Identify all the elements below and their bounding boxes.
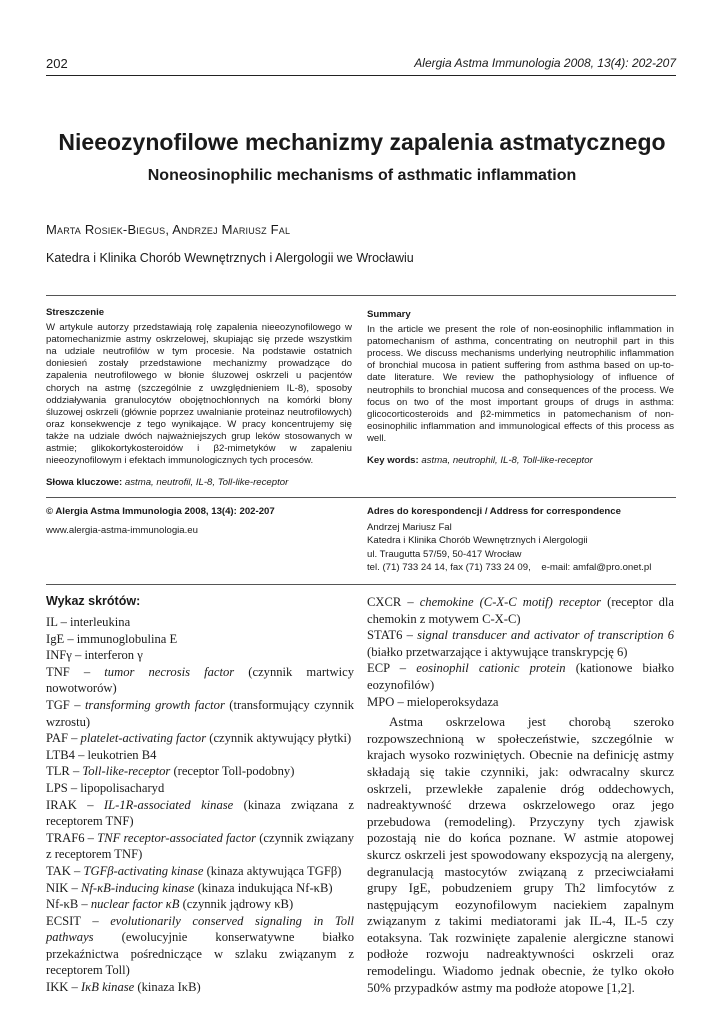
correspondence-block — [367, 505, 677, 574]
abbreviation-term: TLR — [46, 764, 70, 779]
abbreviation-entry: ECSIT – evolutionarily conserved signaling in Toll pathways (ewolucyjnie konserwatywne białko przekaźnictwa pośredniczące w szlaku związanym z receptorem Toll) — [46, 913, 354, 978]
abbreviation-description: (kinaza aktywująca TGFβ) — [206, 863, 342, 878]
abbreviation-entry: PAF – platelet-activating factor (czynnik aktywujący płytki) — [46, 731, 352, 746]
abbreviation-entry: NIK – Nf-κB-inducing kinase (kinaza indukująca Nf-κB) — [46, 880, 333, 895]
abbreviation-expansion: chemokine (C-X-C motif) receptor — [419, 595, 602, 609]
abbreviation-entry: IRAK – IL-1R-associated kinase (kinaza związana z receptorem TNF) — [46, 797, 354, 829]
abbreviation-entry: LPS – lipopolisacharyd — [46, 780, 165, 795]
abbreviation-term: LPS — [46, 780, 68, 795]
abstract-polish-text: W artykule autorzy przedstawiają rolę zapalenia nieeozynofilowego w patomechanizmie astmy oskrzelowej, skupiając się przede wszystkim na udziale neutrofilów w tym procesie. Na podstawie ostatnich doniesień zostały przedstawione mechanizmy prowadzące do zapalenia neutrofilowego w błonie śluzowej oskrzeli u pacjentów chorych na astmę (szczególnie z uwzględnieniem IL-8), sposoby oddziaływania granulocytów obojętnochłonnych na komórki błony śluzowej oskrzeli (głównie poprzez uwalnianie proteinaz neutrofilowych) oraz konsekwencje z tego wynikające. W pracy koncentrujemy się także na udziale dwóch najważniejszych grup leków stosowanych w astmie; glikokortykosteroidów i β2-mimetyków w zapaleniu nieeozynofilowym i efektach immunologicznych tych procesów. — [46, 322, 352, 467]
abbreviation-entry: IgE – immunoglobulina E — [46, 631, 178, 646]
abbreviation-description: (czynnik związany z receptorem TNF) — [46, 830, 355, 862]
abbreviation-description: (receptor dla chemokin z motywem C-X-C) — [367, 595, 675, 626]
abbreviation-term: MPO — [367, 694, 395, 709]
abbreviation-description: (białko przetwarzające i aktywujące transkrypcję 6) — [367, 644, 628, 659]
keywords-english-values: astma, neutrophil, IL-8, Toll-like-receptor — [421, 455, 593, 467]
abbreviation-expansion: IL-1R-associated kinase — [103, 797, 234, 812]
abbreviation-description: immunoglobulina E — [76, 631, 178, 646]
abbreviation-entry: IL – interleukina — [46, 615, 131, 629]
header-divider — [46, 75, 676, 76]
abbreviation-expansion: TNF receptor-associated factor — [97, 830, 257, 845]
correspondence-heading: Adres do korespondencji / Address for correspondence — [367, 506, 621, 517]
keywords-polish-label: Słowa kluczowe: — [46, 477, 123, 489]
copyright-line: © Alergia Astma Immunologia 2008, 13(4): 202-207 — [46, 506, 275, 517]
abbreviation-description: (czynnik aktywujący płytki) — [209, 731, 352, 746]
abbreviation-term: IKK — [46, 980, 69, 995]
abbreviations-list-left — [46, 614, 354, 996]
abbreviation-term: TNF — [46, 664, 70, 679]
page-number: 202 — [46, 56, 68, 71]
correspondence-address: ul. Traugutta 57/59, 50-417 Wrocław — [367, 548, 522, 560]
abbreviation-expansion: IκB kinase — [80, 980, 135, 995]
abbreviation-description: interleukina — [70, 615, 131, 629]
intro-paragraph: Astma oskrzelowa jest chorobą szeroko rozpowszechnioną w społeczeństwie, szczególnie w krajach wysoko rozwiniętych. Obecnie na definicję astmy składają się takie czynniki, jak: odwracalny skurcz oskrzeli, przewlekłe zapalenie dróg oddechowych, nadreaktywność drzewa oskrzelowego oraz jego przebudowa (remodeling). Przyczyny tych zjawisk pozostają nie do końca poznane. W astmie atopowej skurcz oskrzeli jest spowodowany ekspozycją na alergeny, degranulacją mastocytów związaną z przeciwciałami grupy IgE, pobudzeniem grupy Th2 limfocytów z następującym eozynofilowym naciekiem zapalnym związanym z takimi mediatorami jak IL-4, IL-5 czy eotaksyna. Tak rozwinięte zapalenie alergiczne stanowi podłoże rozwoju nadreaktywności oskrzeli oraz remodelingu. Wiadomo jednak obecnie, że tylko około 50% przypadków astmy ma podłoże atopowe [1,2]. — [367, 714, 674, 995]
journal-url[interactable]: www.alergia-astma-immunologia.eu — [46, 525, 198, 537]
abbreviation-description: (czynnik martwicy nowotworów) — [46, 664, 354, 696]
abbreviation-term: INFγ — [46, 648, 72, 663]
abbreviation-term: TGF — [46, 697, 70, 712]
abstract-top-divider — [46, 295, 676, 296]
abbreviation-entry: TLR – Toll-like-receptor (receptor Toll-podobny) — [46, 764, 295, 779]
abstract-bottom-divider — [46, 497, 676, 498]
abbreviation-expansion: transforming growth factor — [84, 697, 225, 712]
title-polish: Nieeozynofilowe mechanizmy zapalenia astmatycznego — [58, 129, 666, 155]
authors — [46, 222, 290, 237]
abbreviation-expansion: signal transducer and activator of transcription 6 — [417, 628, 674, 643]
abbreviation-description: (ewolucyjnie konserwatywne białko przekaźnictwa pośredniczące w szlaku związanym z receptorem Toll) — [46, 930, 354, 978]
correspondence-contact: tel. (71) 733 24 14, fax (71) 733 24 09, e-mail: amfal@pro.onet.pl — [367, 561, 652, 573]
abbreviation-description: mieloperoksydaza — [406, 694, 499, 709]
keywords-english — [367, 455, 674, 467]
abbreviation-entry: MPO – mieloperoksydaza — [367, 694, 499, 709]
abbreviation-description: (transformujący czynnik wzrostu) — [46, 697, 354, 729]
abbreviation-term: STAT6 — [367, 628, 403, 643]
abbreviation-entry: TAK – TGFβ-activating kinase (kinaza aktywująca TGFβ) — [46, 863, 342, 878]
abstract-english — [367, 309, 674, 467]
abbreviation-description: (czynnik jądrowy κB) — [182, 897, 294, 912]
body-right-column — [367, 594, 674, 996]
abbreviation-entry: LTB4 – leukotrien B4 — [46, 747, 157, 762]
abbreviation-description: (kinaza IκB) — [137, 980, 201, 995]
abbreviation-description: (kationowe białko eozynofilów) — [367, 661, 675, 692]
abbreviation-term: NIK — [46, 880, 69, 895]
abbreviation-term: Nf-κB — [46, 897, 79, 912]
correspondence-dept: Katedra i Klinika Chorób Wewnętrznych i Alergologii — [367, 535, 588, 547]
abbreviation-description: (kinaza indukująca Nf-κB) — [197, 880, 333, 895]
abbreviation-entry: IKK – IκB kinase (kinaza IκB) — [46, 980, 201, 995]
abbreviation-term: TAK — [46, 863, 71, 878]
abbreviation-expansion: TGFβ-activating kinase — [83, 863, 204, 878]
abbreviation-entry: TGF – transforming growth factor (transformujący czynnik wzrostu) — [46, 697, 354, 729]
abstract-polish — [46, 307, 352, 489]
abbreviation-description: leukotrien B4 — [87, 747, 157, 762]
abbreviation-entry: TRAF6 – TNF receptor-associated factor (czynnik związany z receptorem TNF) — [46, 830, 355, 862]
abbreviations-heading: Wykaz skrótów: — [46, 594, 141, 608]
abbreviation-term: ECSIT — [46, 913, 81, 928]
abbreviation-description: lipopolisacharyd — [80, 780, 165, 795]
abbreviation-term: CXCR — [367, 595, 402, 609]
affiliation: Katedra i Klinika Chorób Wewnętrznych i Alergologii we Wrocławiu — [46, 251, 414, 265]
abbreviation-entry: CXCR – chemokine (C-X-C motif) receptor (receptor dla chemokin z motywem C-X-C) — [367, 595, 675, 626]
abbreviation-entry: ECP – eosinophil cationic protein (kationowe białko eozynofilów) — [367, 661, 675, 692]
abbreviation-description: (receptor Toll-podobny) — [173, 764, 295, 779]
abstract-polish-heading: Streszczenie — [46, 307, 105, 318]
abbreviation-expansion: tumor necrosis factor — [104, 664, 235, 679]
body-top-divider — [46, 584, 676, 585]
abbreviation-entry: INFγ – interferon γ — [46, 648, 143, 663]
abbreviation-expansion: eosinophil cationic protein — [416, 661, 566, 676]
keywords-polish — [46, 477, 352, 489]
abbreviation-expansion: platelet-activating factor — [80, 731, 207, 746]
abstract-english-text: In the article we present the role of non-eosinophilic inflammation in patomechanism of asthma, concentrating on neutrophil part in this process. We discuss mechanisms underlying neutrophilic inflammation of bronchial mucosa in patient suffering from asthma based on up-to-date literature. We review the pathophysiology of influence of neutrophils to bronchial mucosa and consequences of the process. We focus on two of the most important groups of drugs in asthma: glicocorticosteroids and β2-mimmetics in patomechanism of non-eosinophilic inflammation and immunological effects of this process as well. — [367, 324, 674, 444]
abbreviation-expansion: nuclear factor κB — [90, 897, 180, 912]
abbreviation-expansion: Nf-κB-inducing kinase — [80, 880, 195, 895]
abbreviation-term: PAF — [46, 731, 68, 746]
abbreviation-entry: STAT6 – signal transducer and activator of transcription 6 (białko przetwarzające i aktywujące transkrypcję 6) — [367, 628, 674, 659]
abbreviation-term: LTB4 — [46, 747, 75, 762]
journal-reference: Alergia Astma Immunologia 2008, 13(4): 202-207 — [414, 56, 676, 70]
abbreviation-description: interferon γ — [84, 648, 143, 663]
correspondence-name: Andrzej Mariusz Fal — [367, 522, 452, 534]
keywords-english-label: Key words: — [367, 455, 419, 467]
abbreviation-term: IL — [46, 615, 58, 629]
title-english: Noneosinophilic mechanisms of asthmatic inflammation — [147, 167, 577, 184]
abbreviation-term: TRAF6 — [46, 830, 85, 845]
copyright-block — [46, 505, 352, 537]
abbreviation-entry: Nf-κB – nuclear factor κB (czynnik jądrowy κB) — [46, 897, 294, 912]
abbreviation-expansion: Toll-like-receptor — [82, 764, 171, 779]
abstract-english-heading: Summary — [367, 309, 411, 320]
abbreviation-term: IgE — [46, 631, 65, 646]
abbreviations-list-right — [367, 594, 674, 710]
abbreviation-description: (kinaza związana z receptorem TNF) — [46, 797, 354, 829]
abbreviation-entry: TNF – tumor necrosis factor (czynnik martwicy nowotworów) — [46, 664, 354, 696]
authors-text: Marta Rosiek-Biegus, Andrzej Mariusz Fal — [46, 222, 291, 237]
keywords-polish-values: astma, neutrofil, IL-8, Toll-like-receptor — [124, 477, 289, 489]
abbreviation-expansion: evolutionarily conserved signaling in Toll pathways — [46, 913, 354, 945]
abbreviation-term: ECP — [367, 661, 390, 676]
abbreviation-term: IRAK — [46, 797, 77, 812]
